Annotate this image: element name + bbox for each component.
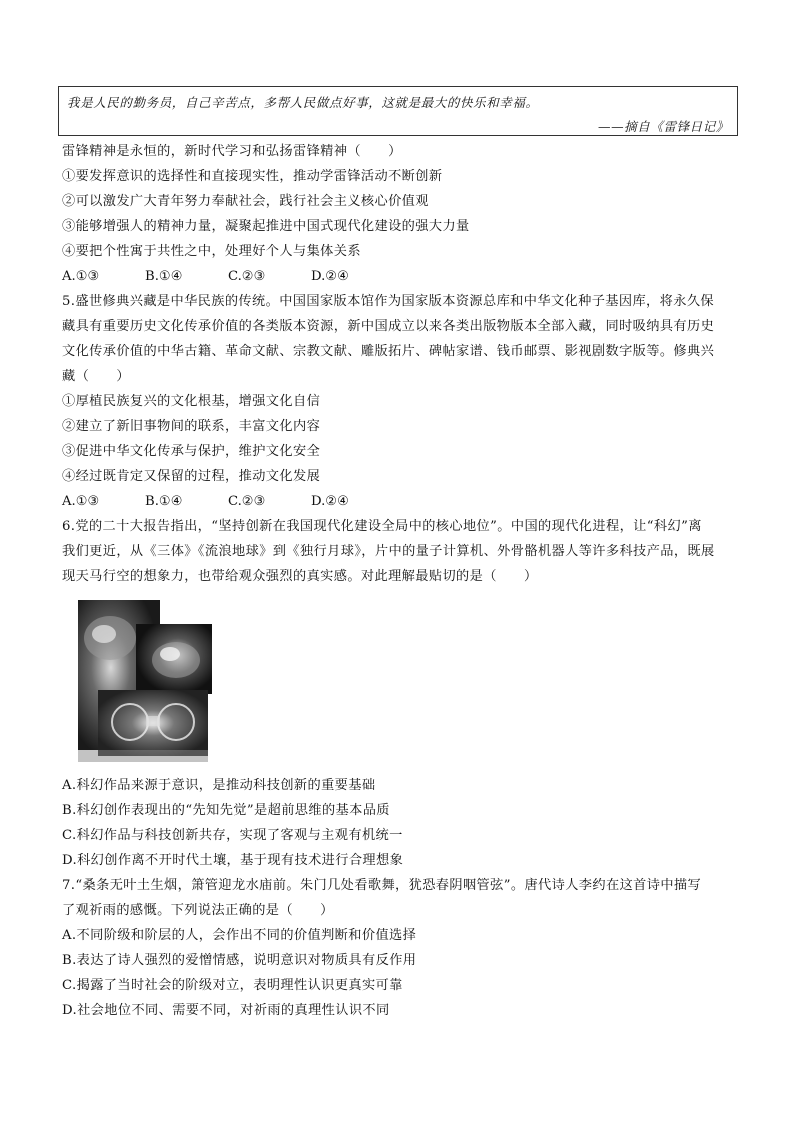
q4-item-2: ②可以激发广大青年努力奉献社会，践行社会主义核心价值观	[62, 194, 429, 209]
q4-item-1: ①要发挥意识的选择性和直接现实性，推动学雷锋活动不断创新	[62, 169, 443, 184]
q5-options	[62, 494, 394, 510]
q5-stem-line-4: 藏（ ）	[62, 369, 130, 384]
q5-stem-line-1: 5.盛世修典兴藏是中华民族的传统。中国国家版本馆作为国家版本资源总库和中华文化种子基因库，将永久保	[62, 294, 714, 309]
q5-stem-line-3: 文化传承价值的中华古籍、革命文献、宗教文献、雕版拓片、碑帖家谱、钱币邮票、影视剧数字版等。修典兴	[62, 344, 715, 359]
q6-option-c[interactable]: C.科幻作品与科技创新共存，实现了客观与主观有机统一	[62, 828, 403, 843]
q4-item-4: ④要把个性寓于共性之中，处理好个人与集体关系	[62, 244, 361, 259]
quote-text: 我是人民的勤务员，自己辛苦点，多帮人民做点好事，这就是最大的快乐和幸福。	[67, 95, 539, 110]
q4-item-3: ③能够增强人的精神力量，凝聚起推进中国式现代化建设的强大力量	[62, 219, 470, 234]
q6-option-b[interactable]: B.科幻创作表现出的“先知先觉”是超前思维的基本品质	[62, 803, 390, 818]
q7-option-a[interactable]: A.不同阶级和阶层的人，会作出不同的价值判断和价值选择	[62, 928, 417, 943]
q7-option-b[interactable]: B.表达了诗人强烈的爱憎情感，说明意识对物质具有反作用	[62, 953, 417, 968]
q4-option-a[interactable]: A.①③	[62, 269, 100, 284]
q4-option-c[interactable]: C.②③	[228, 269, 266, 284]
q7-option-c[interactable]: C.揭露了当时社会的阶级对立，表明理性认识更真实可靠	[62, 978, 403, 993]
q6-stem-line-1: 6.党的二十大报告指出，“坚持创新在我国现代化建设全局中的核心地位”。中国的现代化进程，让“科幻”离	[62, 519, 702, 534]
q7-option-d[interactable]: D.社会地位不同、需要不同，对祈雨的真理性认识不同	[62, 1003, 390, 1018]
q4-stem: 雷锋精神是永恒的，新时代学习和弘扬雷锋精神（ ）	[62, 144, 402, 159]
q5-option-c[interactable]: C.②③	[228, 494, 266, 509]
q5-item-1: ①厚植民族复兴的文化根基，增强文化自信	[62, 394, 321, 409]
q5-stem-line-2: 藏具有重要历史文化传承价值的各类版本资源，新中国成立以来各类出版物版本全部入藏，同时吸纳具有历史	[62, 319, 715, 334]
q5-option-d[interactable]: D.②④	[311, 494, 349, 509]
q6-option-a[interactable]: A.科幻作品来源于意识，是推动科技创新的重要基础	[62, 778, 376, 793]
q5-item-3: ③促进中华文化传承与保护，维护文化安全	[62, 444, 321, 459]
q5-option-a[interactable]: A.①③	[62, 494, 100, 509]
q6-stem-line-2: 我们更近，从《三体》《流浪地球》到《独行月球》，片中的量子计算机、外骨骼机器人等许多科技产品，既展	[62, 544, 715, 559]
scifi-film-stills-photo	[74, 598, 214, 764]
q7-stem-line-2: 了观祈雨的感慨。下列说法正确的是（ ）	[62, 903, 334, 918]
quote-box	[58, 86, 738, 136]
q5-option-b[interactable]: B.①④	[145, 494, 183, 509]
quote-source: ——摘自《雷锋日记》	[597, 119, 729, 134]
q5-item-4: ④经过既肯定又保留的过程，推动文化发展	[62, 469, 321, 484]
q4-option-b[interactable]: B.①④	[145, 269, 183, 284]
q7-stem-line-1: 7.“桑条无叶土生烟，箫管迎龙水庙前。朱门几处看歌舞，犹恐春阴咽管弦”。唐代诗人李约在这首诗中描写	[62, 878, 702, 893]
q5-item-2: ②建立了新旧事物间的联系，丰富文化内容	[62, 419, 321, 434]
q6-stem-line-3: 现天马行空的想象力，也带给观众强烈的真实感。对此理解最贴切的是（ ）	[62, 569, 538, 584]
q4-option-d[interactable]: D.②④	[311, 269, 349, 284]
q6-option-d[interactable]: D.科幻创作离不开时代土壤，基于现有技术进行合理想象	[62, 853, 404, 868]
q4-options	[62, 269, 394, 285]
